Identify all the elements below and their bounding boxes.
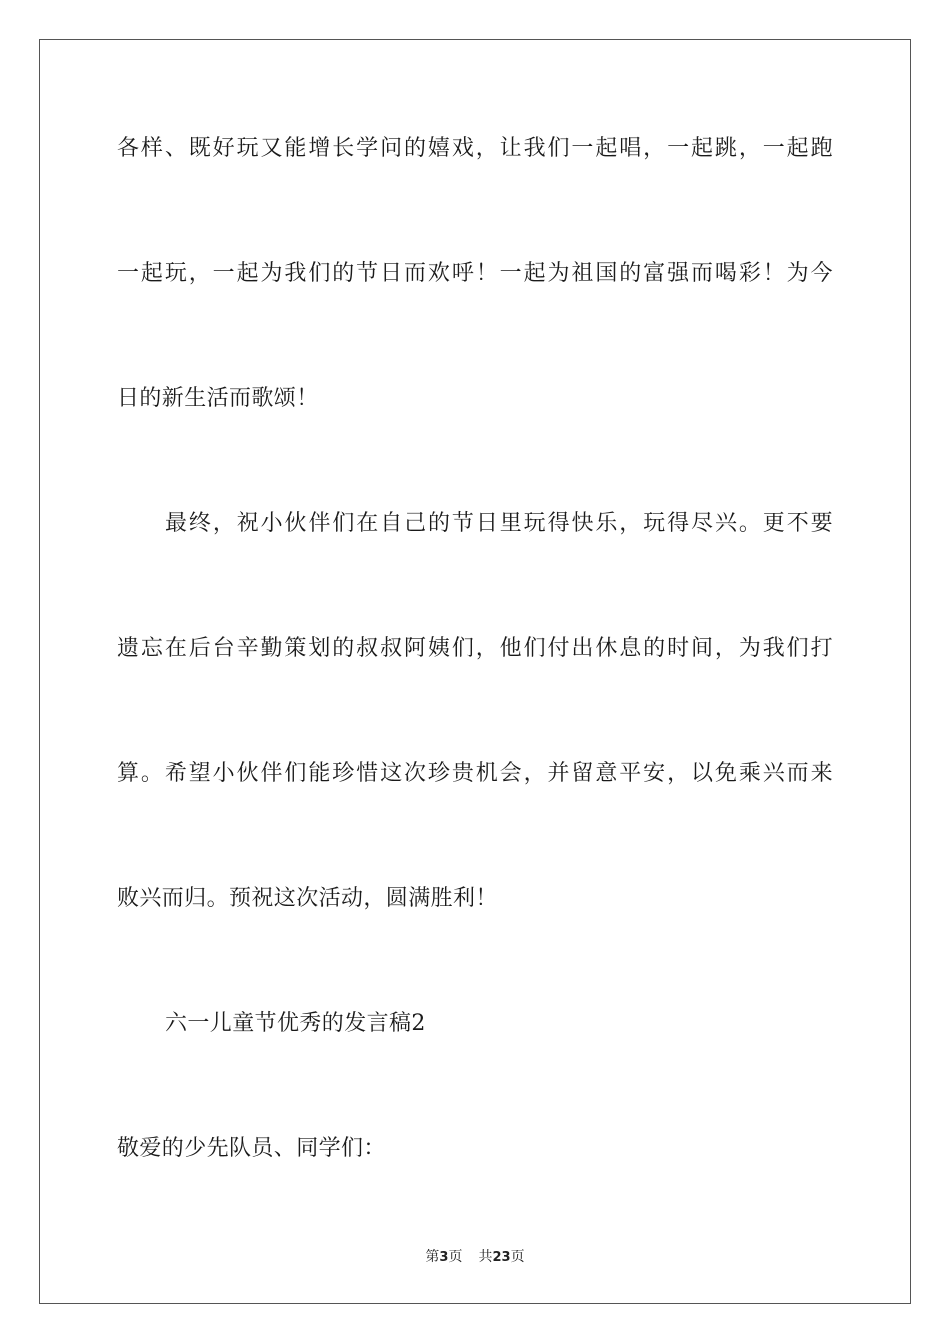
body-line-4: 最终，祝小伙伴们在自己的节日里玩得快乐，玩得尽兴。更不要 <box>165 511 833 536</box>
footer-total-pages: 23 <box>492 1250 511 1265</box>
body-line-5: 遗忘在后台辛勤策划的叔叔阿姨们，他们付出休息的时间，为我们打 <box>117 636 833 661</box>
footer-total-suffix: 页 <box>510 1249 525 1265</box>
salutation-line: 敬爱的少先队员、同学们： <box>117 1136 386 1161</box>
body-line-6: 算。希望小伙伴们能珍惜这次珍贵机会，并留意平安，以免乘兴而来 <box>117 761 833 786</box>
body-line-2: 一起玩，一起为我们的节日而欢呼！一起为祖国的富强而喝彩！为今 <box>117 261 833 286</box>
footer-page-prefix: 第 <box>425 1249 440 1265</box>
body-line-1: 各样、既好玩又能增长学问的嬉戏，让我们一起唱，一起跳，一起跑 <box>117 136 833 161</box>
footer-total-prefix: 共 <box>478 1249 493 1265</box>
footer-page-suffix: 页 <box>448 1249 463 1265</box>
section-heading: 六一儿童节优秀的发言稿2 <box>165 1011 426 1036</box>
page-footer <box>0 1248 950 1267</box>
body-line-7: 败兴而归。预祝这次活动，圆满胜利！ <box>117 886 498 911</box>
footer-page-number: 3 <box>439 1250 449 1265</box>
body-line-3: 日的新生活而歌颂！ <box>117 386 319 411</box>
page-border <box>39 39 911 1304</box>
